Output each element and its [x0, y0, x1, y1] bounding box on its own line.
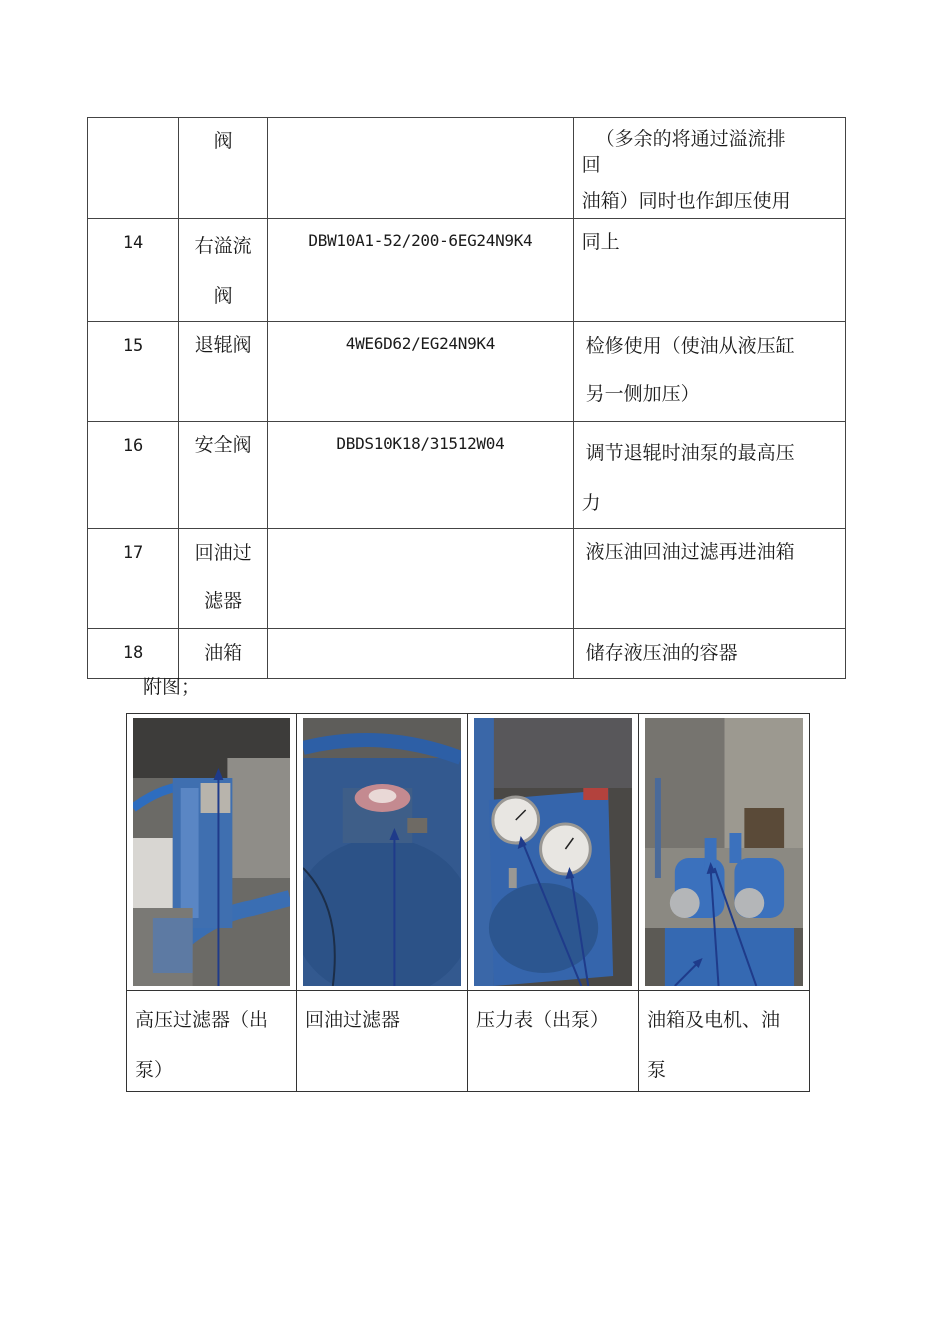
- part-name-line: 右溢流: [194, 235, 252, 257]
- row-number: 15: [122, 336, 144, 356]
- pressure-gauge-photo: [474, 718, 632, 986]
- description-line: 力: [581, 492, 601, 514]
- photo-row: [127, 714, 810, 991]
- caption-line: 泵）: [135, 1059, 174, 1081]
- caption-line: 回油过滤器: [305, 1009, 401, 1031]
- return-oil-filter-photo: [303, 718, 461, 986]
- row-number-cell: [88, 118, 179, 219]
- description-line: 液压油回油过滤再进油箱: [585, 541, 795, 563]
- figure-heading: 附图；: [143, 676, 201, 698]
- part-name-line: 阀: [213, 285, 233, 307]
- photo-cell: [639, 714, 810, 991]
- oil-tank-motor-pump-photo: [645, 718, 803, 986]
- description-line: 回: [581, 154, 601, 176]
- parts-table: [87, 117, 846, 679]
- part-model: [268, 629, 572, 641]
- part-model: 4WE6D62/EG24N9K4: [345, 334, 496, 353]
- part-name-line: 回油过: [194, 542, 252, 564]
- caption-line: 泵: [647, 1059, 667, 1081]
- description-line: 储存液压油的容器: [585, 642, 738, 664]
- description-line: 检修使用（使油从液压缸: [585, 335, 795, 357]
- part-name-cell: 阀: [179, 118, 268, 219]
- table-row: [88, 322, 846, 422]
- part-model-cell: [268, 118, 573, 219]
- photo-cell: [127, 714, 297, 991]
- description-line: 调节退辊时油泵的最高压: [585, 442, 795, 464]
- caption-cell: [639, 991, 810, 1092]
- part-model: DBW10A1-52/200-6EG24N9K4: [308, 231, 533, 250]
- row-number: 17: [122, 543, 144, 563]
- part-name-line: 滤器: [204, 590, 243, 612]
- table-row: [88, 118, 846, 219]
- table-row: [88, 629, 846, 679]
- description-line: 油箱）同时也作卸压使用: [581, 190, 791, 212]
- caption-cell: [127, 991, 297, 1092]
- row-number: 14: [122, 233, 144, 253]
- high-pressure-filter-photo: [133, 718, 290, 986]
- description-line: （多余的将通过溢流排: [595, 128, 786, 150]
- caption-cell: [297, 991, 468, 1092]
- row-number: 16: [122, 436, 144, 456]
- row-number: 18: [122, 643, 144, 663]
- caption-cell: [468, 991, 639, 1092]
- table-row: [88, 529, 846, 629]
- table-row: [88, 422, 846, 529]
- description-line: 同上: [581, 231, 620, 253]
- description-line: 另一侧加压）: [585, 383, 700, 405]
- figure-table: [126, 713, 810, 1092]
- caption-line: 压力表（出泵）: [476, 1009, 610, 1031]
- part-name-line: 油箱: [204, 642, 243, 664]
- caption-line: 油箱及电机、油: [647, 1009, 781, 1031]
- part-name-line: 安全阀: [194, 434, 252, 456]
- table-row: [88, 219, 846, 322]
- caption-line: 高压过滤器（出: [135, 1009, 269, 1031]
- part-description-cell: [573, 118, 845, 219]
- photo-cell: [468, 714, 639, 991]
- photo-cell: [297, 714, 468, 991]
- part-model: DBDS10K18/31512W04: [336, 434, 505, 453]
- part-model: [268, 529, 572, 541]
- caption-row: [127, 991, 810, 1092]
- part-name-line: 退辊阀: [194, 334, 252, 356]
